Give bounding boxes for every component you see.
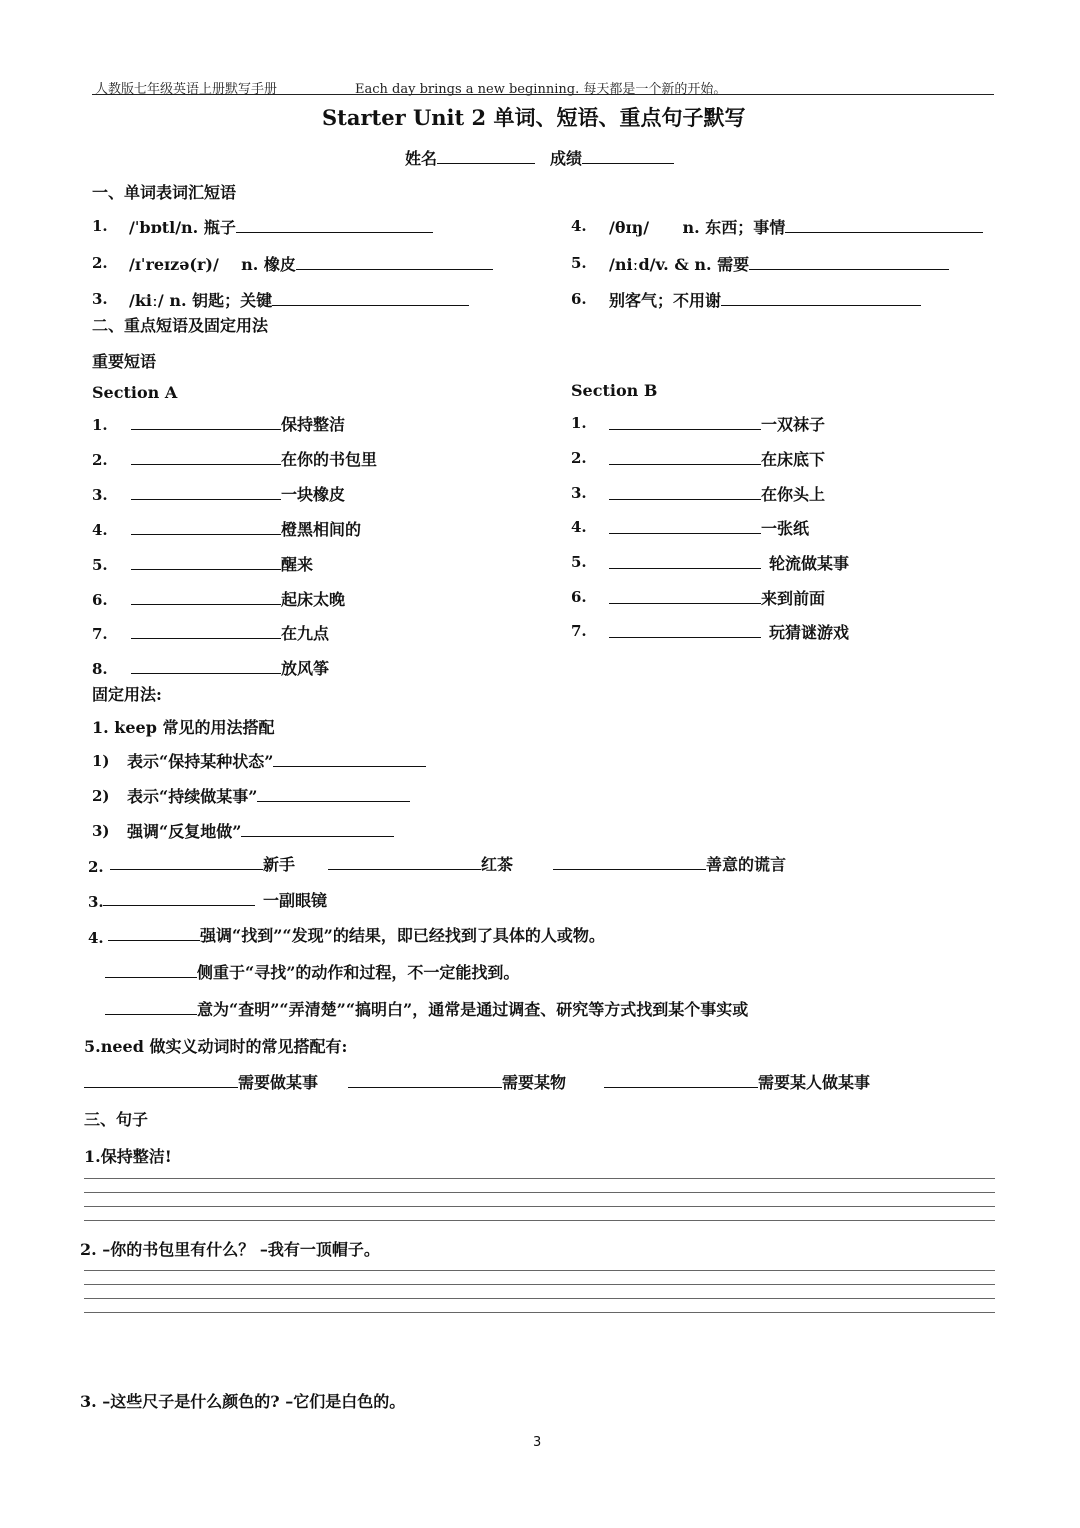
phrase-item	[609, 586, 825, 609]
keep-item	[127, 819, 394, 842]
vocab-blank[interactable]	[749, 255, 949, 270]
phrase-item	[609, 516, 809, 539]
sentence-3: 3. –这些尺子是什么颜色的? –它们是白色的。	[80, 1392, 406, 1411]
phrase-blank[interactable]	[609, 623, 761, 638]
phrase-item	[131, 552, 313, 575]
phrase-blank[interactable]	[609, 519, 761, 534]
phrase-number: 4.	[92, 521, 108, 539]
vocab-blank[interactable]	[236, 218, 433, 233]
phrase-blank[interactable]	[131, 450, 281, 465]
keep-number: 3)	[92, 822, 110, 840]
keep-text: 表示“持续做某事”	[127, 787, 258, 806]
phrase-number: 2.	[571, 449, 587, 467]
phrase-number: 1.	[92, 416, 108, 434]
usage2-item	[110, 852, 295, 875]
vocab-item	[609, 288, 921, 311]
header-left: 人教版七年级英语上册默写手册	[95, 82, 278, 97]
phrase-number: 6.	[571, 588, 587, 606]
usage4-item	[108, 923, 605, 946]
keep-number: 1)	[92, 752, 110, 770]
name-field	[405, 146, 535, 169]
phrase-number: 7.	[571, 622, 587, 640]
vocab-number: 5.	[571, 254, 587, 272]
usage4-item	[105, 960, 519, 983]
answer-line[interactable]	[84, 1220, 995, 1221]
header-right: Each day brings a new beginning. 每天都是一个新的开始。	[355, 82, 727, 97]
need-item	[604, 1070, 870, 1093]
keep-item	[127, 749, 426, 772]
usage3-text: 一副眼镜	[263, 891, 328, 910]
usage2-blank[interactable]	[553, 855, 706, 870]
score-label: 成绩	[550, 149, 583, 168]
vocab-number: 2.	[92, 254, 108, 272]
vocab-blank[interactable]	[296, 255, 493, 270]
usage2-text: 新手	[263, 855, 296, 874]
vocab-number: 6.	[571, 290, 587, 308]
usage3-number: 3.	[88, 893, 104, 911]
answer-line[interactable]	[84, 1192, 995, 1193]
section-b-label: Section B	[571, 381, 658, 400]
need-text: 需要某人做某事	[758, 1073, 871, 1092]
need-item	[84, 1070, 318, 1093]
phrase-number: 2.	[92, 451, 108, 469]
vocab-number: 3.	[92, 290, 108, 308]
vocab-item	[609, 215, 983, 238]
phrase-item	[609, 412, 825, 435]
phrase-item	[131, 517, 361, 540]
usage4-text: 强调“找到”“发现”的结果，即已经找到了具体的人或物。	[200, 926, 605, 945]
vocab-text: /kiː/ n. 钥匙；关键	[129, 291, 273, 310]
need-blank[interactable]	[84, 1073, 238, 1088]
keep-heading: 1. keep 常见的用法搭配	[92, 718, 275, 737]
name-label: 姓名	[405, 149, 438, 168]
answer-line[interactable]	[84, 1312, 995, 1313]
usage3-blank[interactable]	[103, 891, 255, 906]
usage2-item	[553, 852, 786, 875]
vocab-item	[129, 288, 469, 311]
header-rule	[92, 94, 994, 95]
phrase-text: 玩猜谜游戏	[769, 623, 850, 642]
score-field	[550, 146, 674, 169]
page-title: Starter Unit 2 单词、短语、重点句子默写	[322, 105, 746, 130]
phrase-blank[interactable]	[131, 485, 281, 500]
important-phrases-heading: 重要短语	[92, 352, 157, 371]
phrase-number: 7.	[92, 625, 108, 643]
need-item	[348, 1070, 566, 1093]
keep-number: 2)	[92, 787, 110, 805]
need-blank[interactable]	[348, 1073, 502, 1088]
need-text: 需要某物	[502, 1073, 567, 1092]
section3-heading: 三、句子	[84, 1110, 149, 1129]
usage4-number: 4.	[88, 929, 104, 947]
phrase-number: 6.	[92, 591, 108, 609]
usage3-item	[103, 888, 327, 911]
usage2-number: 2.	[88, 858, 104, 876]
phrase-blank[interactable]	[131, 520, 281, 535]
phrase-item	[609, 482, 825, 505]
phrase-text: 一块橡皮	[281, 485, 346, 504]
name-blank[interactable]	[437, 149, 535, 164]
vocab-number: 4.	[571, 217, 587, 235]
phrase-text: 轮流做某事	[769, 554, 850, 573]
phrase-item	[131, 656, 329, 679]
vocab-blank[interactable]	[272, 291, 469, 306]
answer-line[interactable]	[84, 1206, 995, 1207]
phrase-blank[interactable]	[131, 590, 281, 605]
phrase-blank[interactable]	[609, 450, 761, 465]
answer-line[interactable]	[84, 1284, 995, 1285]
vocab-number: 1.	[92, 217, 108, 235]
answer-line[interactable]	[84, 1270, 995, 1271]
section2-heading: 二、重点短语及固定用法	[92, 316, 269, 335]
phrase-item	[609, 447, 825, 470]
answer-line[interactable]	[84, 1298, 995, 1299]
phrase-text: 在你的书包里	[281, 450, 378, 469]
keep-item	[127, 784, 410, 807]
sentence-2: 2. –你的书包里有什么？ –我有一顶帽子。	[80, 1240, 380, 1259]
vocab-blank[interactable]	[721, 291, 921, 306]
usage4-blank[interactable]	[105, 1000, 197, 1015]
phrase-number: 3.	[571, 484, 587, 502]
phrase-item	[131, 621, 329, 644]
phrase-item	[131, 447, 377, 470]
phrase-number: 3.	[92, 486, 108, 504]
section1-heading: 一、单词表词汇短语	[92, 183, 237, 202]
section-a-label: Section A	[92, 383, 178, 402]
phrase-item	[131, 482, 345, 505]
vocab-blank[interactable]	[785, 218, 983, 233]
phrase-item	[131, 587, 345, 610]
phrase-text: 放风筝	[281, 659, 330, 678]
phrase-number: 8.	[92, 660, 108, 678]
score-blank[interactable]	[582, 149, 674, 164]
phrase-text: 在床底下	[761, 450, 826, 469]
vocab-text: /θɪŋ/ n. 东西；事情	[609, 218, 786, 237]
keep-blank[interactable]	[241, 822, 394, 837]
phrase-text: 一张纸	[761, 519, 810, 538]
vocab-item	[129, 215, 433, 238]
usage2-blank[interactable]	[110, 855, 263, 870]
usage4-text: 意为“查明”“弄清楚”“搞明白”，通常是通过调查、研究等方式找到某个事实或	[197, 1000, 749, 1019]
vocab-text: /niːd/v. & n. 需要	[609, 255, 750, 274]
need-blank[interactable]	[604, 1073, 758, 1088]
usage2-blank[interactable]	[328, 855, 481, 870]
phrase-blank[interactable]	[609, 485, 761, 500]
vocab-text: /ˈbɒtl/n. 瓶子	[129, 218, 236, 237]
vocab-item	[609, 252, 949, 275]
phrase-text: 一双袜子	[761, 415, 826, 434]
phrase-number: 4.	[571, 518, 587, 536]
phrase-number: 1.	[571, 414, 587, 432]
phrase-number: 5.	[92, 556, 108, 574]
phrase-blank[interactable]	[131, 624, 281, 639]
usage2-text: 善意的谎言	[706, 855, 787, 874]
phrase-blank[interactable]	[609, 554, 761, 569]
usage2-text: 红茶	[481, 855, 514, 874]
vocab-item	[129, 252, 493, 275]
answer-line[interactable]	[84, 1178, 995, 1179]
phrase-text: 保持整洁	[281, 415, 346, 434]
phrase-blank[interactable]	[131, 555, 281, 570]
need-heading: 5.need 做实义动词时的常见搭配有:	[84, 1037, 348, 1056]
phrase-blank[interactable]	[131, 415, 281, 430]
usage4-text: 侧重于“寻找”的动作和过程，不一定能找到。	[197, 963, 520, 982]
usage2-item	[328, 852, 513, 875]
phrase-text: 醒来	[281, 555, 314, 574]
phrase-item	[131, 412, 345, 435]
keep-text: 表示“保持某种状态”	[127, 752, 274, 771]
vocab-text: 别客气；不用谢	[609, 291, 722, 310]
need-text: 需要做某事	[238, 1073, 319, 1092]
page-number: 3	[533, 1435, 542, 1450]
phrase-text: 橙黑相间的	[281, 520, 362, 539]
phrase-blank[interactable]	[131, 659, 281, 674]
phrase-item	[609, 551, 849, 574]
phrase-text: 来到前面	[761, 589, 826, 608]
usage4-blank[interactable]	[105, 963, 197, 978]
fixed-usage-label: 固定用法:	[92, 685, 162, 704]
sentence-1: 1.保持整洁!	[84, 1147, 172, 1166]
phrase-text: 起床太晚	[281, 590, 346, 609]
keep-blank[interactable]	[257, 787, 410, 802]
phrase-blank[interactable]	[609, 415, 761, 430]
phrase-text: 在你头上	[761, 485, 826, 504]
keep-text: 强调“反复地做”	[127, 822, 242, 841]
phrase-number: 5.	[571, 553, 587, 571]
phrase-blank[interactable]	[609, 589, 761, 604]
phrase-item	[609, 620, 849, 643]
usage4-blank[interactable]	[108, 926, 200, 941]
phrase-text: 在九点	[281, 624, 330, 643]
keep-blank[interactable]	[273, 752, 426, 767]
usage4-item	[105, 997, 748, 1020]
vocab-text: /ɪˈreɪzə(r)/ n. 橡皮	[129, 255, 296, 274]
